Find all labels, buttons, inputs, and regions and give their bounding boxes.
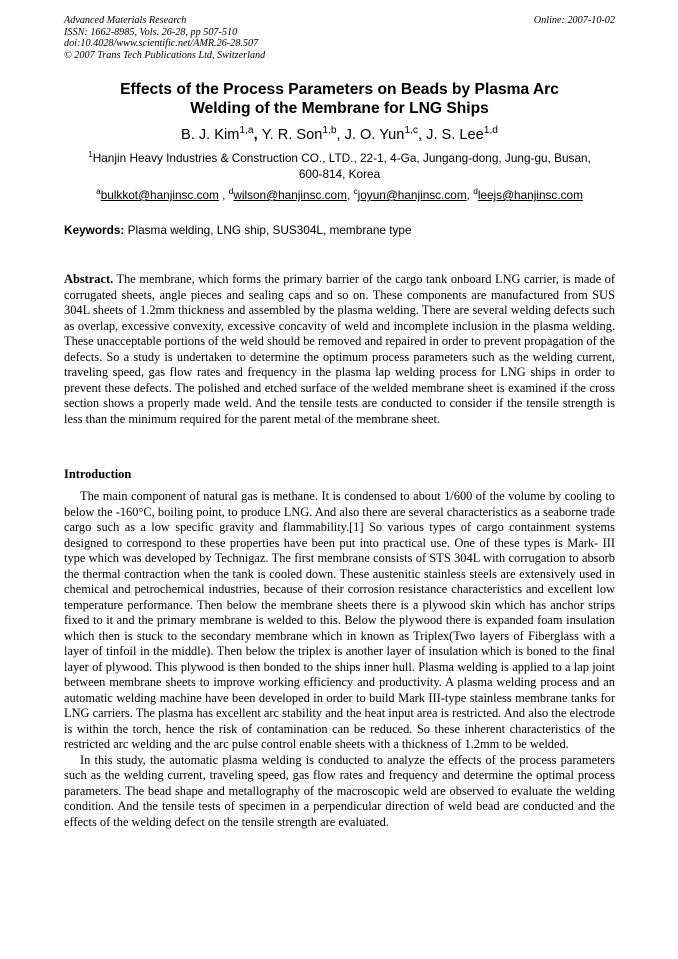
abstract: [64, 272, 615, 427]
author-superscript: 1,d: [483, 125, 498, 137]
abstract-text: The membrane, which forms the primary barrier of the cargo tank onboard LNG carrier, is made of corrugated sheets, angle pieces and sealing caps and so on. These components are manufactured from SUS 304L sheets of 1.2mm thickness and assembled by the plasma welding. There are several welding defects such as overlap, excessive convexity, excessive concavity of weld and incomplete inclusion in the plasma welding. These unacceptable portions of the weld should be removed and repaired in order to prevent propagation of the defects. So a study is undertaken to determine the optimum process parameters such as the welding current, traveling speed, gas flow rates and frequency in the plasma lap welding process for LNG ships in order to prevent these defects. The polished and etched surface of the welded membrane sheet is examined if the cross section shows a properly made weld. And the tensile tests are conducted to consider if the tensile strength is less than the minimum required for the parent metal of the membrane sheet.: [64, 272, 615, 426]
keywords: [64, 223, 615, 238]
email-link[interactable]: bulkkot@hanjinsc.com: [100, 188, 219, 202]
paper-title: [64, 80, 615, 118]
online-date: Online: 2007-10-02: [533, 15, 615, 26]
author-separator: ,: [253, 127, 262, 143]
email-list: [64, 188, 615, 203]
email-separator: ,: [218, 188, 229, 202]
affiliation-line-1: Hanjin Heavy Industries & Construction CO., LTD., 22-1, 4-Ga, Jungang-dong, Jung-gu, Busan,: [92, 151, 591, 165]
email-separator: ,: [466, 188, 474, 202]
title-line-1: Effects of the Process Parameters on Beads by Plasma Arc: [120, 81, 559, 98]
paragraph: In this study, the automatic plasma welding is conducted to analyze the effects of the process parameters such as the welding current, traveling speed, gas flow rates and frequency and determine the optimal process parameters. The bead shape and metallography of the macroscopic weld are observed to evaluate the welding condition. And the tensile tests of specimen in a perpendicular direction of weld bead are conducted and the effects of the welding defect on the tensile strength are evaluated.: [64, 752, 615, 829]
section-heading-introduction: Introduction: [64, 467, 132, 481]
author-name: Y. R. Son: [261, 127, 323, 143]
author-separator: ,: [418, 127, 427, 143]
author-name: J. O. Yun: [344, 127, 405, 143]
email-link[interactable]: leejs@hanjinsc.com: [477, 188, 583, 202]
affiliation-superscript: 1: [88, 150, 93, 160]
author-superscript: 1,c: [404, 125, 419, 137]
journal-header: [64, 15, 615, 61]
affiliation: [64, 151, 615, 182]
keywords-text: Plasma welding, LNG ship, SUS304L, membrane type: [124, 223, 412, 237]
email-link[interactable]: joyun@hanjinsc.com: [357, 188, 467, 202]
email-superscript: a: [96, 187, 101, 197]
author-list: [64, 126, 615, 144]
author-separator: ,: [336, 127, 345, 143]
title-line-2: Welding of the Membrane for LNG Ships: [190, 100, 489, 117]
email-link[interactable]: wilson@hanjinsc.com: [233, 188, 347, 202]
email-superscript: d: [473, 187, 478, 197]
copyright-line: © 2007 Trans Tech Publications Ltd, Switzerland: [64, 49, 266, 61]
journal-name: Advanced Materials Research: [64, 15, 187, 26]
affiliation-line-2: 600-814, Korea: [298, 166, 381, 181]
email-separator: ,: [346, 188, 354, 202]
abstract-label: Abstract.: [64, 272, 114, 286]
introduction-body: [64, 489, 615, 830]
author-superscript: 1,b: [322, 125, 337, 137]
issn-line: ISSN: 1662-8985, Vols. 26-28, pp 507-510: [64, 26, 238, 38]
paragraph: The main component of natural gas is methane. It is condensed to about 1/600 of the volume by cooling to below the -160°C, boiling point, to produce LNG. And also there are several characteristics as a seaborne trade cargo such as a low specific gravity and flammability.[1] So various types of cargo containment systems designed to correspond to these properties have been put into practical use. One of these types is Mark- III type which was developed by Technigaz. The first membrane consists of STS 304L with corrugation to absorb the thermal contraction when the tank is cooled down. These austenitic stainless steels are extensively used in chemical and petrochemical industries, because of their corrosion resistance characteristics and excellent low temperature performance. Then below the membrane sheets there is a plywood skin which has anchor strips fixed to it and the primary membrane is welded to this. Below the plywood there is expanded foam insulation which then is stuck to the secondary membrane which in known as Triplex(Two layers of Fiberglass with a layer of tinfoil in the middle). Then below the triplex is another layer of insulation which is boned to the final layer of plywood. This plywood is then bonded to the ships inner hull. Plasma welding is applied to a lap joint between membrane sheets to improve working efficiency and productivity. A plasma welding process and an automatic welding machine have been developed in order to build Mark III-type stainless membrane tanks for LNG carriers. The plasma has excellent arc stability and the heat input area is restricted. And also the electrode is within the torch, hence the risk of contamination can be reduced. So these inherent characteristics of the restricted arc welding and the arc pulse control enable sheets with a thickness of 1.2mm to be welded.: [64, 489, 615, 751]
author-superscript: 1,a: [239, 125, 254, 137]
doi-line: doi:10.4028/www.scientific.net/AMR.26-28.507: [64, 38, 259, 50]
author-name: B. J. Kim: [181, 127, 240, 143]
author-name: J. S. Lee: [426, 127, 484, 143]
email-superscript: c: [353, 187, 358, 197]
keywords-label: Keywords:: [64, 223, 125, 237]
email-superscript: d: [228, 187, 234, 197]
